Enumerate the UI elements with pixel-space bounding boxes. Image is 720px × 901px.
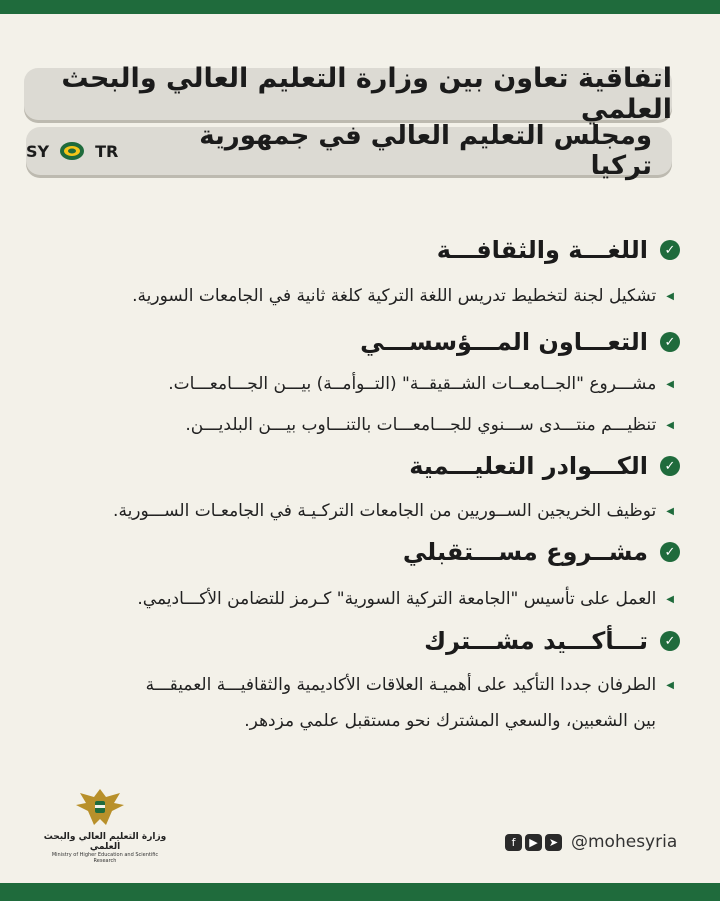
list-item-text: العمل على تأسيس "الجامعة التركية السورية" كـرمز للتضامن الأكـــاديمي. xyxy=(137,589,657,609)
title-line-1 xyxy=(24,63,672,125)
bullet-arrow-icon: ◀ xyxy=(666,379,674,390)
list-item-text: تنظيـــم منتـــدى ســـنوي للجـــامعـــات بالتنـــاوب بيـــن البلديـــن. xyxy=(185,415,657,435)
list-item-text: بين الشعبين، والسعي المشترك نحو مستقبل علمي مزدهر. xyxy=(244,711,656,731)
check-icon: ✓ xyxy=(660,456,680,476)
list-item-text: تشكيل لجنة لتخطيط تدريس اللغة التركية كلغة ثانية في الجامعات السورية. xyxy=(132,286,657,306)
list-item-text: مشـــروع "الجــامعــات الشــقيقــة" (التــوأمــة) بيـــن الجـــامعـــات. xyxy=(168,374,657,394)
bullet-arrow-icon: ◀ xyxy=(666,291,674,302)
title-line-2-text: ومجلس التعليم العالي في جمهورية تركيا xyxy=(199,121,652,181)
section-heading: اللغـــة والثقافـــة xyxy=(436,236,648,264)
section-future-project xyxy=(403,538,680,566)
list-item-text: الطرفان جددا التأكيد على أهميـة العلاقات الأكاديمية والثقافيـــة العميقـــة xyxy=(145,675,657,695)
top-band xyxy=(0,0,720,14)
section-heading: مشــروع مســـتقبلي xyxy=(402,538,648,566)
check-icon: ✓ xyxy=(660,542,680,562)
list-item xyxy=(132,281,674,312)
bullet-arrow-icon: ◀ xyxy=(666,420,674,431)
section-heading: التعـــاون المـــؤسســـي xyxy=(360,328,648,356)
list-item xyxy=(168,369,674,400)
check-icon: ✓ xyxy=(660,240,680,260)
bullet-arrow-icon: ◀ xyxy=(666,680,674,691)
list-item xyxy=(146,670,674,701)
list-item-continuation xyxy=(244,706,656,736)
check-icon: ✓ xyxy=(660,631,680,651)
bottom-band xyxy=(0,883,720,901)
syrian-eagle-logo-icon xyxy=(70,785,130,831)
list-item xyxy=(137,584,674,615)
facebook-icon[interactable]: f xyxy=(505,834,522,851)
section-joint-affirmation xyxy=(424,627,680,655)
section-institutional-cooperation xyxy=(360,328,680,356)
flag-label-sy: SY xyxy=(26,141,50,161)
list-item xyxy=(185,410,674,441)
ministry-name-ar: وزارة التعليم العالي والبحث العلمي xyxy=(43,832,167,852)
youtube-icon[interactable]: ▶ xyxy=(525,834,542,851)
list-item-text: توظيف الخريجين الســوريين من الجامعات التركـيـة في الجامعـات الســـورية. xyxy=(113,501,657,521)
telegram-icon[interactable]: ➤ xyxy=(545,834,562,851)
ministry-name xyxy=(40,832,170,864)
flag-label-tr: TR xyxy=(95,141,119,161)
flags-group xyxy=(26,141,118,161)
list-item xyxy=(113,496,674,527)
title-line-1-text: اتفاقية تعاون بين وزارة التعليم العالي والبحث العلمي xyxy=(61,63,672,125)
ministry-name-en: Ministry of Higher Education and Scientific Research xyxy=(51,852,159,864)
bullet-arrow-icon: ◀ xyxy=(666,506,674,517)
section-language-culture xyxy=(437,236,680,264)
social-links xyxy=(505,832,677,852)
check-icon: ✓ xyxy=(660,332,680,352)
section-heading: تـــأكـــيد مشـــترك xyxy=(424,627,648,655)
title-line-2 xyxy=(26,121,672,181)
section-heading: الكـــوادر التعليـــمية xyxy=(409,452,648,480)
bullet-arrow-icon: ◀ xyxy=(666,594,674,605)
handshake-flag-icon xyxy=(59,141,85,161)
social-handle[interactable]: @mohesyria xyxy=(571,832,678,852)
section-teaching-staff xyxy=(409,452,680,480)
